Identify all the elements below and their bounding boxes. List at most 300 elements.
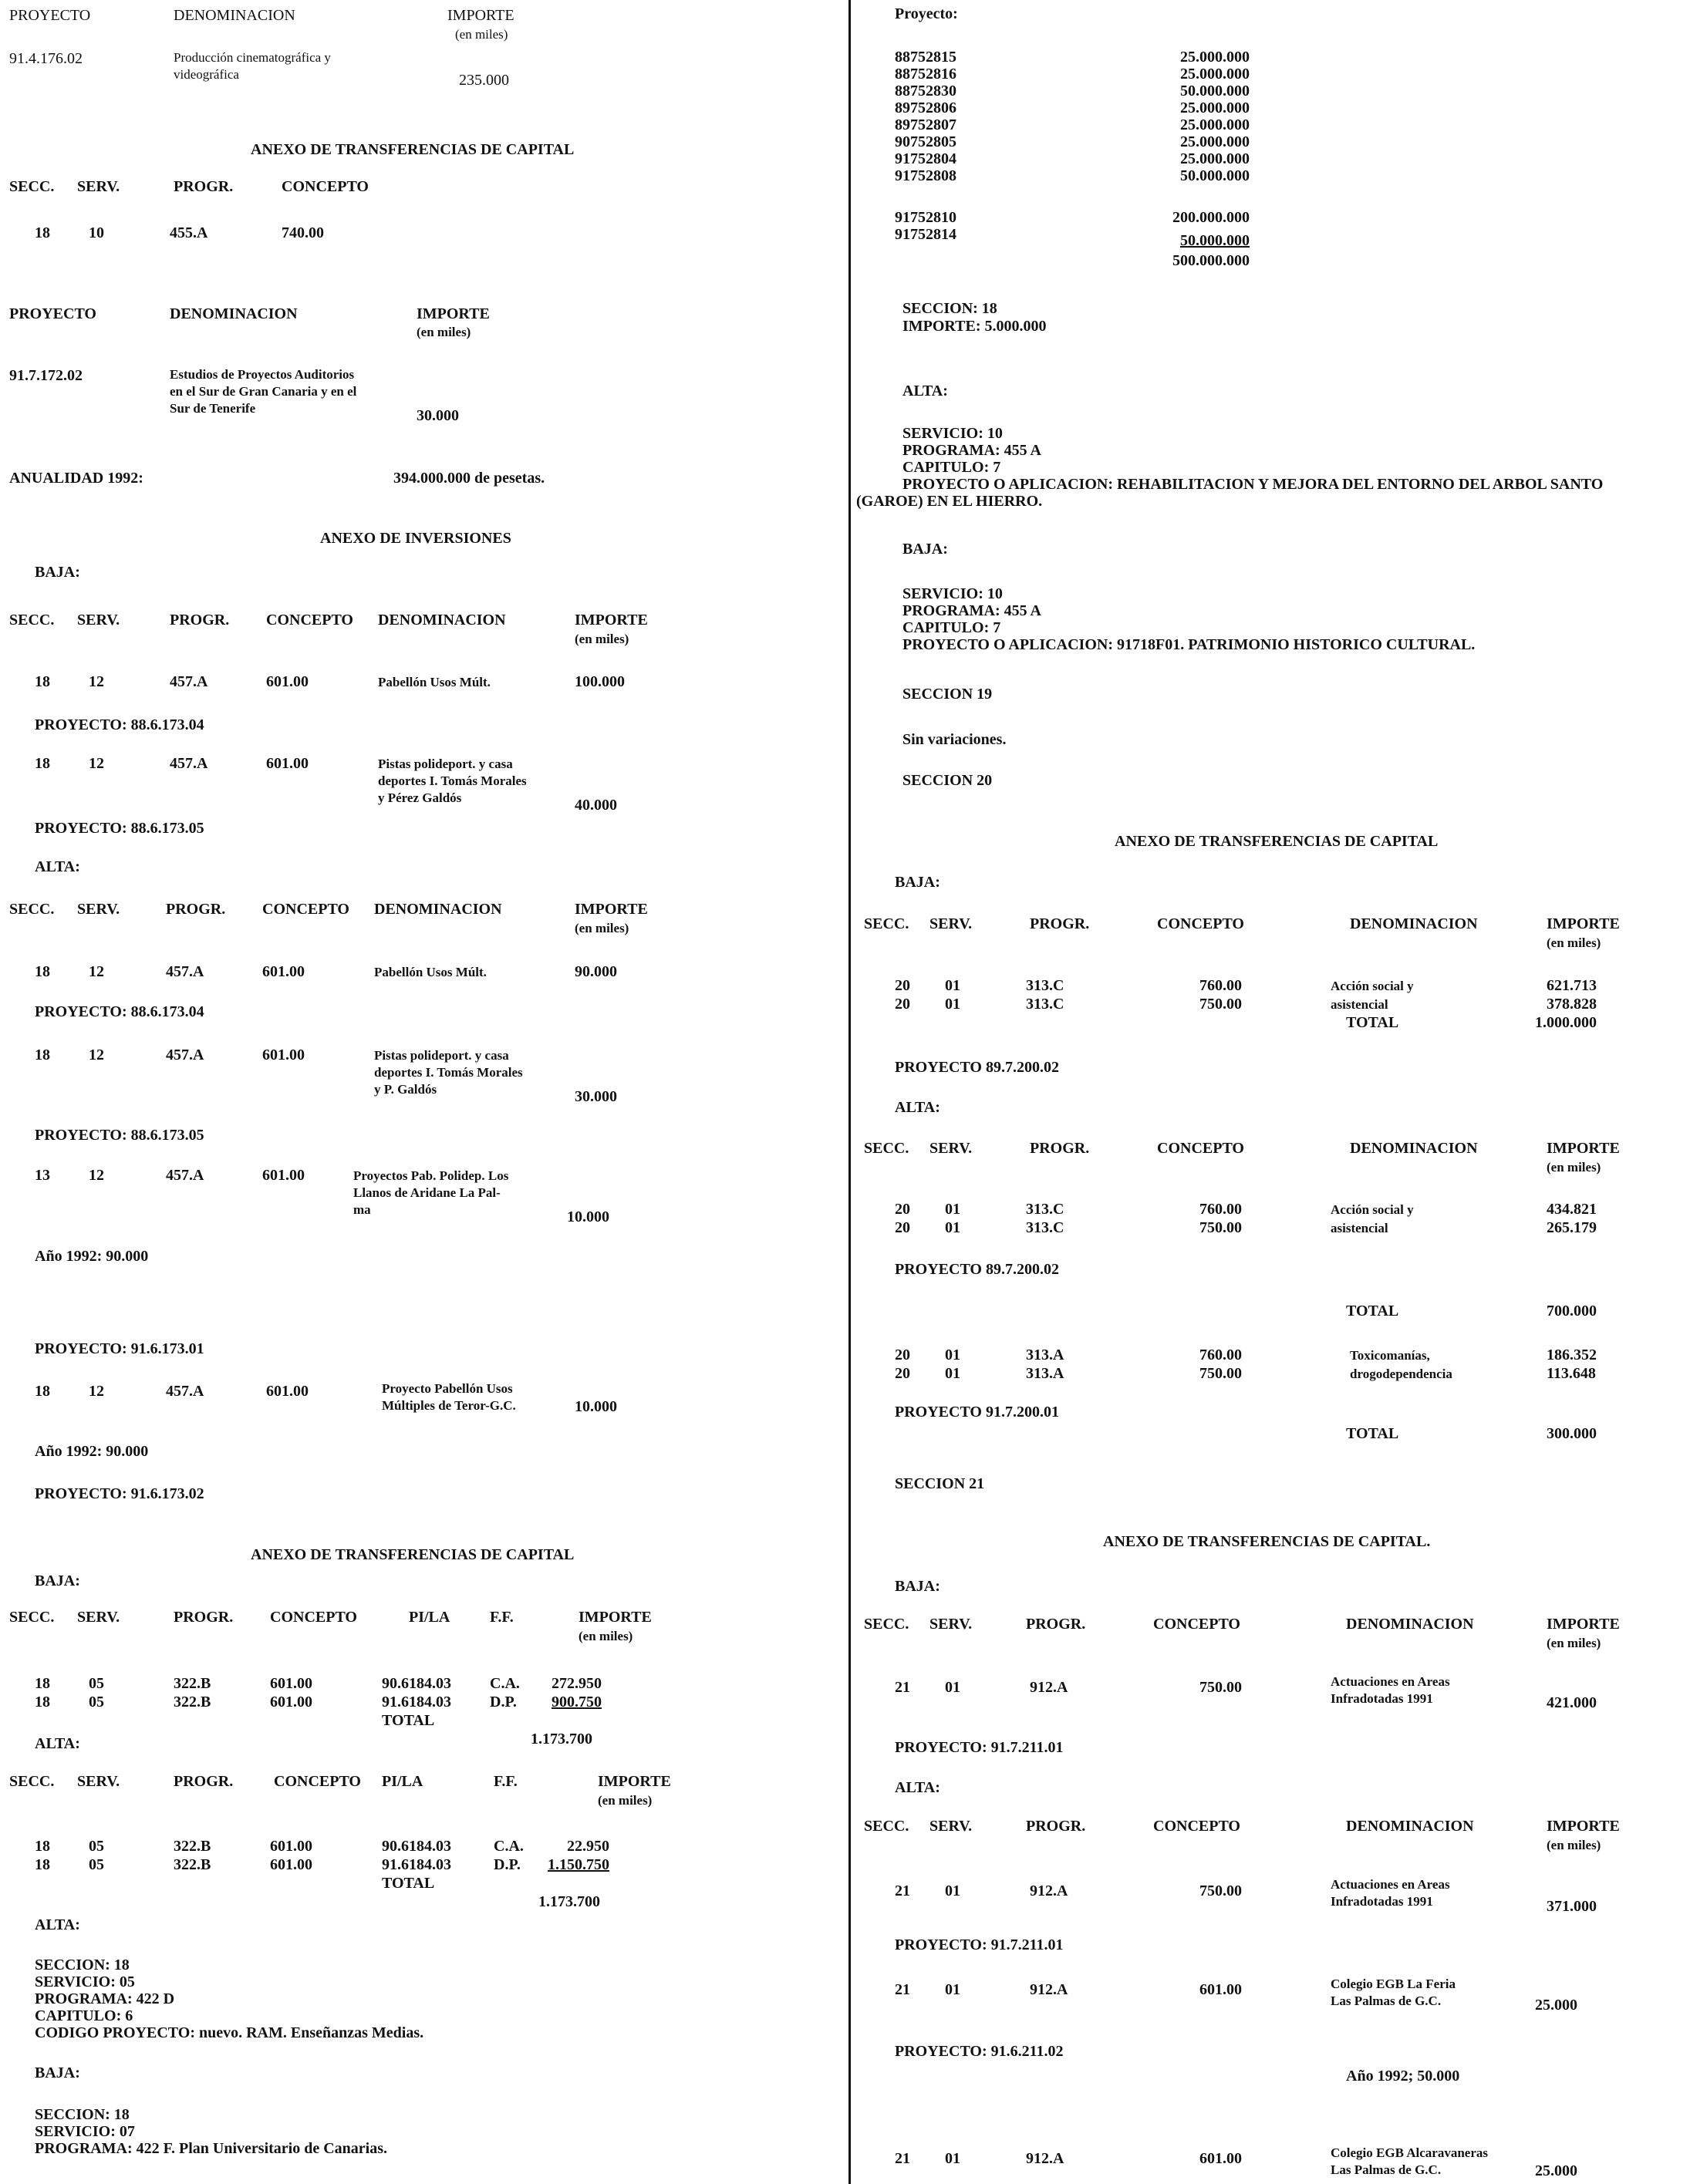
cell-denominacion: Colegio EGB La Feria xyxy=(1331,1977,1456,1991)
col-progr: PROGR. xyxy=(1026,1616,1086,1633)
cell-concepto: 750.00 xyxy=(1199,1882,1242,1899)
baja-label: BAJA: xyxy=(895,874,940,891)
proyecto-ref: PROYECTO: 91.6.211.02 xyxy=(895,2043,1064,2060)
cell-progr: 912.A xyxy=(1026,2150,1064,2167)
cell-serv: 01 xyxy=(945,1882,960,1899)
seccion-line: SECCION: 18 xyxy=(902,300,997,317)
col-concepto: CONCEPTO xyxy=(1153,1616,1240,1633)
col-ff: F.F. xyxy=(494,1773,518,1790)
col-importe-unit: (en miles) xyxy=(1547,935,1601,950)
proyecto-amount: 25.000.000 xyxy=(1180,99,1250,116)
proyecto-ref: PROYECTO: 91.6.173.01 xyxy=(35,1340,204,1357)
proyecto-amount: 50.000.000 xyxy=(1180,232,1250,249)
cell-denominacion: asistencial xyxy=(1331,1221,1388,1235)
cell-denominacion: Infradotadas 1991 xyxy=(1331,1691,1433,1706)
col-importe: IMPORTE xyxy=(1547,1818,1620,1835)
col-denominacion: DENOMINACION xyxy=(1350,1140,1478,1157)
cell-importe: 186.352 xyxy=(1547,1346,1597,1363)
cell-denominacion: deportes I. Tomás Morales xyxy=(374,1065,523,1080)
cell-denominacion: Acción social y xyxy=(1331,1202,1414,1217)
col-proyecto: PROYECTO xyxy=(9,305,96,322)
col-secc: SECC. xyxy=(9,1773,55,1790)
alta-label: ALTA: xyxy=(35,858,80,875)
col-progr: PROGR. xyxy=(174,1609,234,1626)
cell-concepto: 601.00 xyxy=(266,755,309,772)
col-importe-unit: (en miles) xyxy=(598,1793,653,1808)
cell-concepto: 601.00 xyxy=(262,963,305,980)
cell-denominacion: Acción social y xyxy=(1331,979,1414,993)
cell-serv: 12 xyxy=(89,1046,104,1063)
cell-progr: 457.A xyxy=(166,1167,204,1184)
cell-concepto: 601.00 xyxy=(270,1856,312,1873)
baja-line: PROGRAMA: 422 F. Plan Universitario de Canarias. xyxy=(35,2140,388,2157)
cell-importe: 30.000 xyxy=(417,407,459,424)
col-concepto: CONCEPTO xyxy=(266,612,353,629)
total-label: TOTAL xyxy=(1346,1014,1399,1031)
cell-serv: 01 xyxy=(945,2150,960,2167)
col-importe-unit: (en miles) xyxy=(1547,1160,1601,1175)
cell-serv: 05 xyxy=(89,1838,104,1855)
cell-progr: 912.A xyxy=(1030,1882,1068,1899)
alta-label: ALTA: xyxy=(895,1099,940,1116)
section-title: ANEXO DE TRANSFERENCIAS DE CAPITAL. xyxy=(1103,1533,1431,1550)
alta-line: CAPITULO: 6 xyxy=(35,2007,133,2024)
cell-denominacion: asistencial xyxy=(1331,997,1388,1012)
col-importe-unit: (en miles) xyxy=(417,325,471,339)
cell-denominacion: Pabellón Usos Múlt. xyxy=(374,965,487,979)
cell-progr: 912.A xyxy=(1030,1981,1068,1998)
cell-proyecto: 91.7.172.02 xyxy=(9,367,83,384)
cell-secc: 20 xyxy=(895,1219,910,1236)
col-concepto: CONCEPTO xyxy=(1153,1818,1240,1835)
proyecto-code: 89752806 xyxy=(895,99,956,116)
total-value: 700.000 xyxy=(1547,1303,1597,1320)
cell-importe: 30.000 xyxy=(575,1088,617,1105)
alta-line: SECCION: 18 xyxy=(35,1957,130,1973)
proyecto-code: 91752814 xyxy=(895,226,956,243)
alta-label: ALTA: xyxy=(35,1735,80,1752)
column-divider xyxy=(848,0,851,2184)
total-label: TOTAL xyxy=(1346,1303,1399,1320)
seccion-heading: SECCION 21 xyxy=(895,1475,985,1492)
proyecto-code: 88752816 xyxy=(895,66,956,83)
col-importe: IMPORTE xyxy=(1547,1616,1620,1633)
cell-denominacion: deportes I. Tomás Morales xyxy=(378,774,527,788)
cell-progr: 313.C xyxy=(1026,1201,1064,1218)
section-title: ANEXO DE INVERSIONES xyxy=(320,530,511,547)
alta-label: ALTA: xyxy=(35,1916,80,1933)
col-importe-unit: (en miles) xyxy=(1547,1838,1601,1852)
cell-concepto: 750.00 xyxy=(1199,1679,1242,1696)
cell-pila: 91.6184.03 xyxy=(382,1856,451,1873)
row-denominacion: videográfica xyxy=(174,67,239,82)
proyecto-amount: 25.000.000 xyxy=(1180,66,1250,83)
baja-line: SERVICIO: 07 xyxy=(35,2123,135,2140)
cell-denominacion: Estudios de Proyectos Auditorios xyxy=(170,367,355,382)
cell-secc: 18 xyxy=(35,1383,50,1400)
cell-denominacion: Colegio EGB Alcaravaneras xyxy=(1331,2145,1488,2160)
total-value: 1.173.700 xyxy=(531,1731,592,1748)
baja-line: PROGRAMA: 455 A xyxy=(902,602,1041,619)
cell-concepto: 760.00 xyxy=(1199,977,1242,994)
cell-serv: 01 xyxy=(945,1346,960,1363)
cell-serv: 01 xyxy=(945,977,960,994)
cell-concepto: 601.00 xyxy=(270,1675,312,1692)
col-secc: SECC. xyxy=(864,1140,909,1157)
section-title: ANEXO DE TRANSFERENCIAS DE CAPITAL xyxy=(251,141,575,158)
cell-importe: 25.000 xyxy=(1535,2162,1577,2179)
col-concepto: CONCEPTO xyxy=(282,178,369,195)
col-serv: SERV. xyxy=(929,1616,973,1633)
header-proyecto: PROYECTO xyxy=(9,7,91,24)
ano-note: Año 1992: 90.000 xyxy=(35,1443,149,1460)
section-title: ANEXO DE TRANSFERENCIAS DE CAPITAL xyxy=(251,1546,575,1563)
cell-concepto: 760.00 xyxy=(1199,1346,1242,1363)
proyecto-ref: PROYECTO: 88.6.173.04 xyxy=(35,1003,204,1020)
col-secc: SECC. xyxy=(864,915,909,932)
cell-secc: 18 xyxy=(35,1675,50,1692)
cell-importe: 434.821 xyxy=(1547,1201,1597,1218)
cell-serv: 01 xyxy=(945,1219,960,1236)
cell-progr: 457.A xyxy=(170,755,208,772)
cell-secc: 20 xyxy=(895,1346,910,1363)
cell-secc: 18 xyxy=(35,1838,50,1855)
col-secc: SECC. xyxy=(9,612,55,629)
alta-line: SERVICIO: 05 xyxy=(35,1973,135,1990)
cell-secc: 18 xyxy=(35,673,50,690)
col-importe-unit: (en miles) xyxy=(575,921,629,935)
cell-pila: 91.6184.03 xyxy=(382,1694,451,1710)
cell-denominacion: Las Palmas de G.C. xyxy=(1331,2162,1442,2177)
cell-serv: 05 xyxy=(89,1675,104,1692)
cell-secc: 18 xyxy=(35,1856,50,1873)
cell-importe: 900.750 xyxy=(552,1694,602,1710)
cell-serv: 05 xyxy=(89,1694,104,1710)
proyecto-label: Proyecto: xyxy=(895,5,958,22)
total-value: 300.000 xyxy=(1547,1425,1597,1442)
cell-concepto: 601.00 xyxy=(262,1167,305,1184)
sin-variaciones: Sin variaciones. xyxy=(902,731,1007,748)
proyecto-ref: PROYECTO 91.7.200.01 xyxy=(895,1404,1059,1421)
col-serv: SERV. xyxy=(77,901,120,918)
proyecto-ref: PROYECTO: 88.6.173.05 xyxy=(35,1127,204,1144)
col-denominacion: DENOMINACION xyxy=(1346,1616,1474,1633)
cell-progr: 912.A xyxy=(1030,1679,1068,1696)
cell-serv: 12 xyxy=(89,673,104,690)
cell-concepto: 740.00 xyxy=(282,224,324,241)
total-label: TOTAL xyxy=(382,1875,435,1892)
baja-label: BAJA: xyxy=(895,1578,940,1595)
col-secc: SECC. xyxy=(864,1616,909,1633)
cell-progr: 457.A xyxy=(166,1383,204,1400)
proyecto-amount: 25.000.000 xyxy=(1180,116,1250,133)
alta-proyecto: PROYECTO O APLICACION: REHABILITACION Y MEJORA DEL ENTORNO DEL ARBOL SANTO xyxy=(902,476,1604,493)
cell-ff: D.P. xyxy=(490,1694,517,1710)
cell-concepto: 601.00 xyxy=(270,1694,312,1710)
importe-line: IMPORTE: 5.000.000 xyxy=(902,318,1047,335)
cell-denominacion: Las Palmas de G.C. xyxy=(1331,1994,1442,2008)
col-importe-unit: (en miles) xyxy=(575,632,629,646)
cell-denominacion: Proyecto Pabellón Usos xyxy=(382,1381,513,1396)
cell-importe: 40.000 xyxy=(575,797,617,814)
baja-line: SECCION: 18 xyxy=(35,2106,130,2123)
proyecto-ref: PROYECTO: 88.6.173.05 xyxy=(35,820,204,837)
alta-label: ALTA: xyxy=(902,383,948,399)
cell-denominacion: y P. Galdós xyxy=(374,1082,437,1097)
col-progr: PROGR. xyxy=(166,901,226,918)
cell-progr: 457.A xyxy=(166,963,204,980)
col-importe: IMPORTE xyxy=(575,612,648,629)
cell-secc: 21 xyxy=(895,1679,910,1696)
cell-secc: 21 xyxy=(895,1981,910,1998)
col-importe: IMPORTE xyxy=(417,305,490,322)
seccion-heading: SECCION 19 xyxy=(902,686,993,703)
baja-label: BAJA: xyxy=(35,564,80,581)
cell-concepto: 750.00 xyxy=(1199,996,1242,1013)
alta-line: PROGRAMA: 455 A xyxy=(902,442,1041,459)
cell-importe: 100.000 xyxy=(575,673,625,690)
cell-progr: 455.A xyxy=(170,224,208,241)
proyecto-code: 88752815 xyxy=(895,49,956,66)
col-serv: SERV. xyxy=(929,1818,973,1835)
proyecto-amount: 50.000.000 xyxy=(1180,167,1250,184)
col-denominacion: DENOMINACION xyxy=(378,612,506,629)
total-label: TOTAL xyxy=(1346,1425,1399,1442)
col-importe-unit: (en miles) xyxy=(1547,1636,1601,1650)
cell-denominacion: ma xyxy=(353,1202,371,1217)
baja-line: CAPITULO: 7 xyxy=(902,619,1001,636)
cell-serv: 01 xyxy=(945,1365,960,1382)
col-progr: PROGR. xyxy=(1030,1140,1090,1157)
proyecto-amount: 25.000.000 xyxy=(1180,133,1250,150)
cell-denominacion: Múltiples de Teror-G.C. xyxy=(382,1398,516,1413)
total-value: 1.000.000 xyxy=(1535,1014,1597,1031)
cell-secc: 18 xyxy=(35,1046,50,1063)
baja-label: BAJA: xyxy=(902,541,948,558)
col-progr: PROGR. xyxy=(174,178,234,195)
cell-secc: 20 xyxy=(895,996,910,1013)
col-concepto: CONCEPTO xyxy=(262,901,349,918)
cell-ff: C.A. xyxy=(490,1675,520,1692)
cell-concepto: 601.00 xyxy=(266,673,309,690)
cell-importe: 378.828 xyxy=(1547,996,1597,1013)
cell-concepto: 750.00 xyxy=(1199,1219,1242,1236)
col-progr: PROGR. xyxy=(170,612,230,629)
cell-secc: 18 xyxy=(35,224,50,241)
cell-serv: 12 xyxy=(89,1383,104,1400)
cell-serv: 01 xyxy=(945,1679,960,1696)
col-denominacion: DENOMINACION xyxy=(374,901,502,918)
proyecto-amount: 50.000.000 xyxy=(1180,83,1250,99)
alta-label: ALTA: xyxy=(895,1779,940,1796)
anualidad-label: ANUALIDAD 1992: xyxy=(9,470,143,487)
cell-progr: 313.A xyxy=(1026,1346,1064,1363)
col-serv: SERV. xyxy=(77,1773,120,1790)
row-denominacion: Producción cinematográfica y xyxy=(174,50,331,65)
proyecto-code: 90752805 xyxy=(895,133,956,150)
header-importe: IMPORTE xyxy=(447,7,514,24)
proyecto-code: 88752830 xyxy=(895,83,956,99)
cell-serv: 12 xyxy=(89,755,104,772)
col-denominacion: DENOMINACION xyxy=(1350,915,1478,932)
col-ff: F.F. xyxy=(490,1609,514,1626)
cell-denominacion: Pabellón Usos Múlt. xyxy=(378,675,491,689)
cell-denominacion: Pistas polideport. y casa xyxy=(374,1048,509,1063)
cell-concepto: 750.00 xyxy=(1199,1365,1242,1382)
cell-concepto: 601.00 xyxy=(1199,1981,1242,1998)
total-label: TOTAL xyxy=(382,1712,435,1729)
proyecto-ref: PROYECTO: 91.7.211.01 xyxy=(895,1936,1064,1953)
col-denominacion: DENOMINACION xyxy=(1346,1818,1474,1835)
cell-progr: 313.C xyxy=(1026,1219,1064,1236)
cell-denominacion: Toxicomanías, xyxy=(1350,1348,1430,1363)
cell-importe: 10.000 xyxy=(567,1208,609,1225)
cell-denominacion: Actuaciones en Areas xyxy=(1331,1877,1450,1892)
seccion-heading: SECCION 20 xyxy=(902,772,993,789)
row-proyecto: 91.4.176.02 xyxy=(9,50,83,67)
cell-secc: 18 xyxy=(35,963,50,980)
col-importe: IMPORTE xyxy=(1547,1140,1620,1157)
col-importe: IMPORTE xyxy=(598,1773,671,1790)
cell-ff: C.A. xyxy=(494,1838,524,1855)
cell-importe: 272.950 xyxy=(552,1675,602,1692)
ano-note: Año 1992: 90.000 xyxy=(35,1248,149,1265)
cell-importe: 90.000 xyxy=(575,963,617,980)
cell-progr: 457.A xyxy=(170,673,208,690)
cell-concepto: 601.00 xyxy=(266,1383,309,1400)
cell-importe: 621.713 xyxy=(1547,977,1597,994)
cell-importe: 421.000 xyxy=(1547,1694,1597,1711)
cell-progr: 322.B xyxy=(174,1838,211,1855)
cell-progr: 313.C xyxy=(1026,996,1064,1013)
col-secc: SECC. xyxy=(9,178,55,195)
cell-serv: 01 xyxy=(945,1201,960,1218)
col-serv: SERV. xyxy=(77,178,120,195)
cell-progr: 313.C xyxy=(1026,977,1064,994)
cell-denominacion: drogodependencia xyxy=(1350,1367,1452,1381)
ano-note: Año 1992; 50.000 xyxy=(1346,2068,1460,2085)
cell-concepto: 601.00 xyxy=(1199,2150,1242,2167)
col-progr: PROGR. xyxy=(1026,1818,1086,1835)
col-concepto: CONCEPTO xyxy=(274,1773,361,1790)
baja-label: BAJA: xyxy=(35,1572,80,1589)
col-progr: PROGR. xyxy=(174,1773,234,1790)
cell-secc: 18 xyxy=(35,755,50,772)
col-concepto: CONCEPTO xyxy=(1157,1140,1244,1157)
proyectos-total: 500.000.000 xyxy=(1172,252,1250,269)
col-secc: SECC. xyxy=(864,1818,909,1835)
cell-denominacion: Pistas polideport. y casa xyxy=(378,757,513,771)
alta-line: PROGRAMA: 422 D xyxy=(35,1990,175,2007)
cell-importe: 265.179 xyxy=(1547,1219,1597,1236)
col-serv: SERV. xyxy=(929,1140,973,1157)
header-denominacion: DENOMINACION xyxy=(174,7,295,24)
cell-denominacion: en el Sur de Gran Canaria y en el xyxy=(170,384,357,399)
cell-serv: 05 xyxy=(89,1856,104,1873)
cell-secc: 13 xyxy=(35,1167,50,1184)
cell-secc: 20 xyxy=(895,1201,910,1218)
col-serv: SERV. xyxy=(77,612,120,629)
cell-serv: 01 xyxy=(945,996,960,1013)
cell-progr: 322.B xyxy=(174,1694,211,1710)
alta-line: CODIGO PROYECTO: nuevo. RAM. Enseñanzas Medias. xyxy=(35,2024,424,2041)
proyecto-amount: 25.000.000 xyxy=(1180,49,1250,66)
proyecto-ref: PROYECTO: 91.7.211.01 xyxy=(895,1739,1064,1756)
proyecto-ref: PROYECTO: 91.6.173.02 xyxy=(35,1485,204,1502)
proyecto-code: 91752804 xyxy=(895,150,956,167)
proyecto-ref: PROYECTO: 88.6.173.04 xyxy=(35,716,204,733)
col-secc: SECC. xyxy=(9,1609,55,1626)
col-importe-unit: (en miles) xyxy=(579,1629,633,1643)
col-progr: PROGR. xyxy=(1030,915,1090,932)
cell-denominacion: Sur de Tenerife xyxy=(170,401,256,416)
cell-progr: 313.A xyxy=(1026,1365,1064,1382)
cell-serv: 01 xyxy=(945,1981,960,1998)
cell-progr: 322.B xyxy=(174,1856,211,1873)
section-title: ANEXO DE TRANSFERENCIAS DE CAPITAL xyxy=(1115,833,1439,850)
cell-importe: 10.000 xyxy=(575,1398,617,1415)
cell-denominacion: Llanos de Aridane La Pal- xyxy=(353,1185,501,1200)
cell-importe: 25.000 xyxy=(1535,1997,1577,2014)
cell-pila: 90.6184.03 xyxy=(382,1838,451,1855)
cell-denominacion: Actuaciones en Areas xyxy=(1331,1674,1450,1689)
header-importe-unit: (en miles) xyxy=(455,27,508,42)
proyecto-code: 91752808 xyxy=(895,167,956,184)
cell-importe: 113.648 xyxy=(1547,1365,1596,1382)
cell-secc: 21 xyxy=(895,1882,910,1899)
col-importe: IMPORTE xyxy=(575,901,648,918)
cell-serv: 12 xyxy=(89,1167,104,1184)
col-serv: SERV. xyxy=(77,1609,120,1626)
cell-importe: 22.950 xyxy=(567,1838,609,1855)
cell-secc: 18 xyxy=(35,1694,50,1710)
baja-label: BAJA: xyxy=(35,2064,80,2081)
alta-proyecto: (GAROE) EN EL HIERRO. xyxy=(856,493,1043,510)
proyecto-amount: 25.000.000 xyxy=(1180,150,1250,167)
proyecto-code: 91752810 xyxy=(895,209,956,226)
proyecto-ref: PROYECTO 89.7.200.02 xyxy=(895,1261,1059,1278)
cell-secc: 20 xyxy=(895,1365,910,1382)
alta-line: CAPITULO: 7 xyxy=(902,459,1001,476)
cell-serv: 12 xyxy=(89,963,104,980)
cell-ff: D.P. xyxy=(494,1856,521,1873)
cell-secc: 21 xyxy=(895,2150,910,2167)
col-pila: PI/LA xyxy=(382,1773,423,1790)
col-importe: IMPORTE xyxy=(1547,915,1620,932)
anualidad-value: 394.000.000 de pesetas. xyxy=(393,470,545,487)
baja-line: SERVICIO: 10 xyxy=(902,585,1003,602)
row-importe: 235.000 xyxy=(459,72,509,89)
cell-pila: 90.6184.03 xyxy=(382,1675,451,1692)
col-concepto: CONCEPTO xyxy=(270,1609,357,1626)
proyecto-amount: 200.000.000 xyxy=(1172,209,1250,226)
alta-line: SERVICIO: 10 xyxy=(902,425,1003,442)
cell-serv: 10 xyxy=(89,224,104,241)
baja-line: PROYECTO O APLICACION: 91718F01. PATRIMONIO HISTORICO CULTURAL. xyxy=(902,636,1476,653)
cell-denominacion: Infradotadas 1991 xyxy=(1331,1894,1433,1909)
cell-progr: 457.A xyxy=(166,1046,204,1063)
col-secc: SECC. xyxy=(9,901,55,918)
proyecto-code: 89752807 xyxy=(895,116,956,133)
col-importe: IMPORTE xyxy=(579,1609,652,1626)
cell-concepto: 601.00 xyxy=(270,1838,312,1855)
col-serv: SERV. xyxy=(929,915,973,932)
col-concepto: CONCEPTO xyxy=(1157,915,1244,932)
proyecto-ref: PROYECTO 89.7.200.02 xyxy=(895,1059,1059,1076)
cell-concepto: 601.00 xyxy=(262,1046,305,1063)
cell-concepto: 760.00 xyxy=(1199,1201,1242,1218)
cell-denominacion: y Pérez Galdós xyxy=(378,790,462,805)
